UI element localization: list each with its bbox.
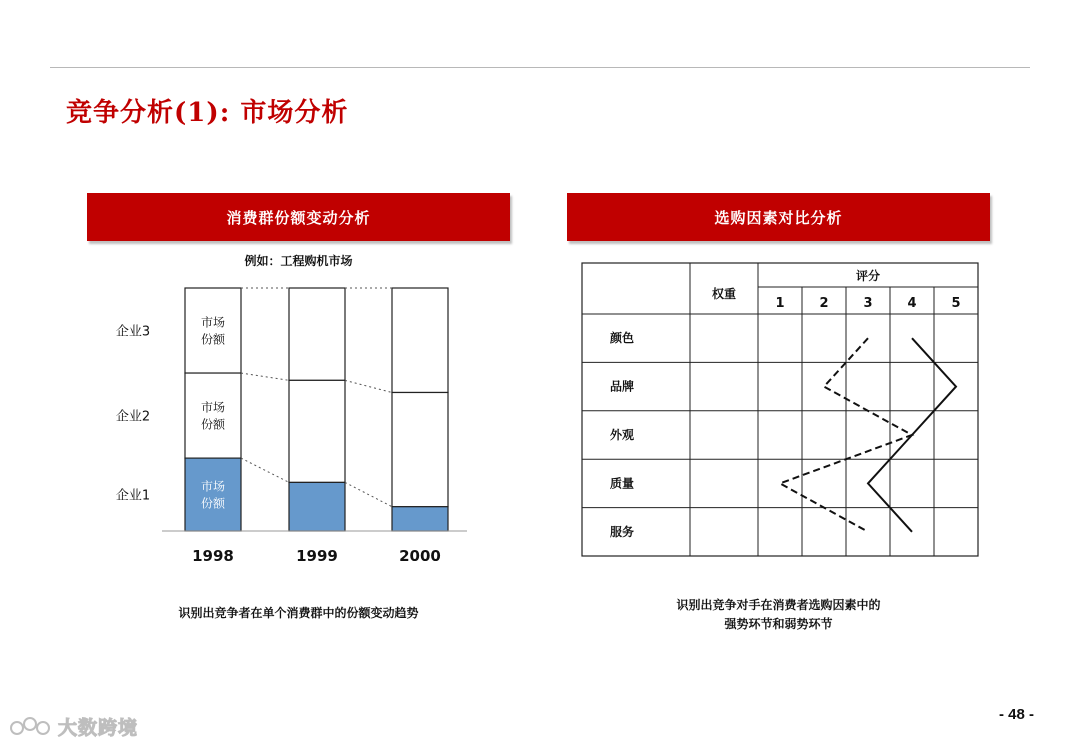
share-analysis-caption: 识别出竞争者在单个消费群中的份额变动趋势 bbox=[178, 606, 419, 620]
score-column-label: 2 bbox=[819, 296, 829, 311]
caption-line-2: 强势环节和弱势环节 bbox=[724, 617, 833, 631]
segment-label: 市场 bbox=[200, 400, 226, 415]
company-label: 企业1 bbox=[115, 488, 151, 504]
segment-label: 市场 bbox=[200, 315, 226, 330]
bar-segment-company2 bbox=[185, 373, 241, 458]
segment-label: 份额 bbox=[200, 417, 226, 432]
segment-label: 市场 bbox=[200, 479, 226, 494]
watermark-icon bbox=[8, 713, 54, 739]
connector-company2 bbox=[345, 380, 392, 392]
page-title: 竞争分析(1): 市场分析 bbox=[66, 98, 349, 128]
bar-segment-company2 bbox=[392, 392, 448, 506]
company-label: 企业2 bbox=[115, 409, 151, 425]
bar-segment-company1 bbox=[392, 507, 448, 531]
purchase-factor-banner: 选购因素对比分析 bbox=[567, 193, 990, 241]
factor-label: 颜色 bbox=[610, 331, 635, 346]
caption-line-1: 识别出竞争对手在消费者选购因素中的 bbox=[676, 598, 881, 612]
connector-company1 bbox=[241, 458, 289, 482]
segment-label: 份额 bbox=[200, 496, 226, 511]
purchase-factor-caption bbox=[567, 596, 990, 634]
bar-segment-company3 bbox=[289, 288, 345, 380]
bar-segment-company1 bbox=[289, 482, 345, 531]
watermark-text: 大数跨境 bbox=[58, 716, 139, 739]
watermark-logo bbox=[8, 712, 138, 740]
example-subtitle: 例如：工程购机市场 bbox=[244, 254, 353, 268]
share-change-chart bbox=[87, 270, 510, 580]
company-label: 企业3 bbox=[115, 324, 151, 340]
top-divider bbox=[50, 67, 1030, 68]
connector-company2 bbox=[241, 373, 289, 380]
bar-segment-company2 bbox=[289, 380, 345, 482]
weight-header: 权重 bbox=[711, 287, 737, 301]
factor-label: 质量 bbox=[610, 476, 635, 491]
share-analysis-banner: 消费群份额变动分析 bbox=[87, 193, 510, 241]
x-tick-label: 1998 bbox=[192, 547, 234, 565]
score-column-label: 3 bbox=[863, 296, 873, 311]
score-column-label: 1 bbox=[775, 296, 785, 311]
score-column-label: 4 bbox=[907, 296, 917, 311]
page-number: - 48 - bbox=[998, 706, 1034, 723]
bar-segment-company1 bbox=[185, 458, 241, 531]
bar-segment-company3 bbox=[185, 288, 241, 373]
x-tick-label: 2000 bbox=[399, 547, 441, 565]
connector-company1 bbox=[345, 482, 392, 506]
score-column-label: 5 bbox=[951, 296, 961, 311]
bar-segment-company3 bbox=[392, 288, 448, 392]
x-tick-label: 1999 bbox=[296, 547, 338, 565]
factor-label: 外观 bbox=[610, 428, 635, 442]
factor-label: 服务 bbox=[610, 524, 635, 539]
segment-label: 份额 bbox=[200, 332, 226, 347]
score-header: 评分 bbox=[855, 269, 881, 283]
purchase-factor-table bbox=[580, 261, 980, 563]
factor-label: 品牌 bbox=[610, 379, 635, 394]
